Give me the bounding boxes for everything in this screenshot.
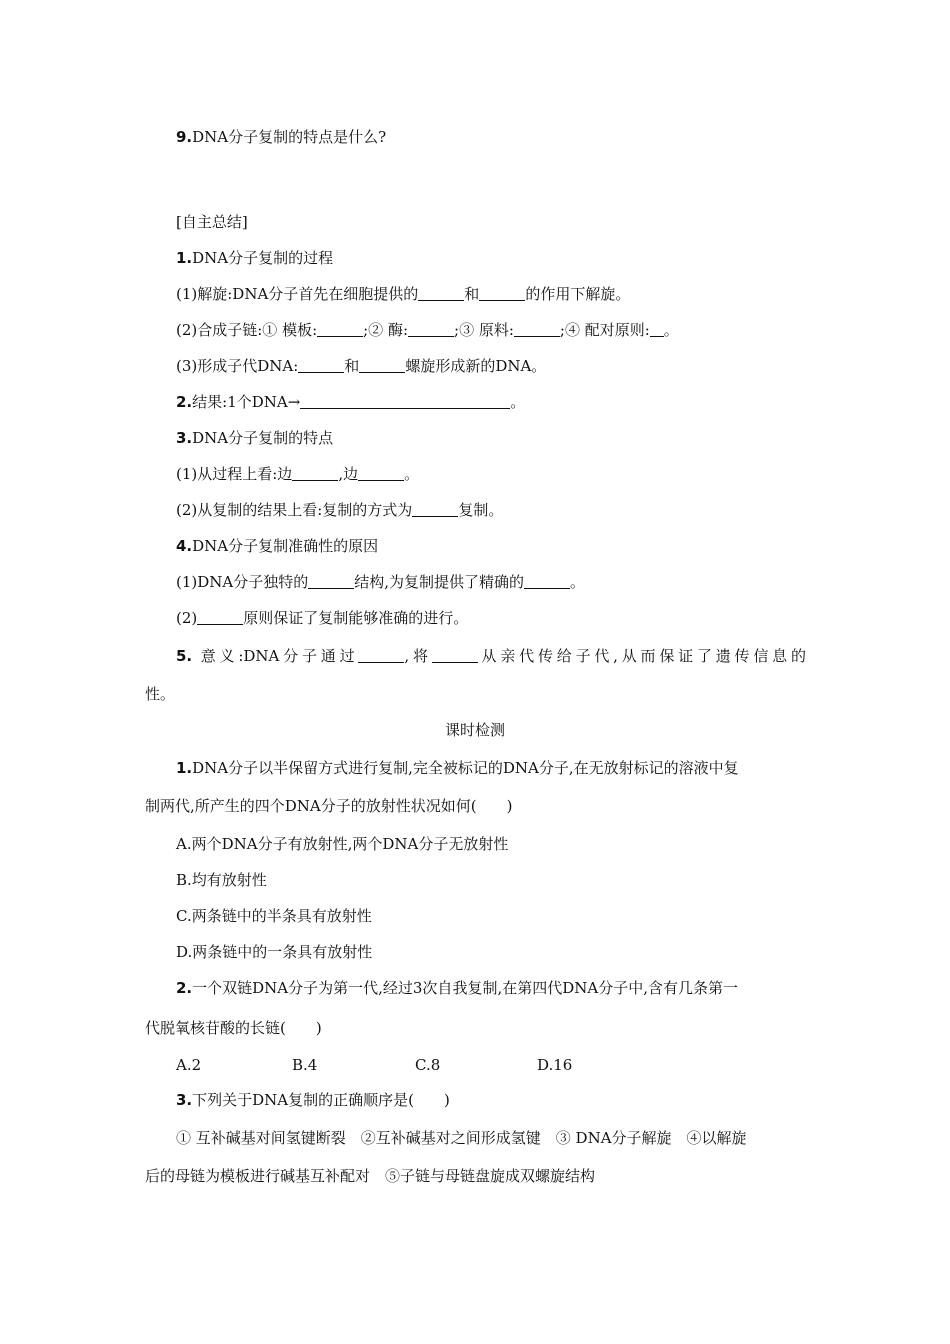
test-q1-option-b: B.均有放射性	[176, 871, 267, 889]
summary-item-4: 4.DNA分子复制准确性的原因	[176, 537, 379, 555]
summary-item-2: 2.结果:1个DNA→ 。	[176, 393, 526, 411]
summary-item-4-1: (1)DNA分子独特的 结构,为复制提供了精确的 。	[176, 573, 586, 591]
fill-blank	[358, 465, 404, 481]
fill-blank	[432, 647, 478, 663]
test-q2-option-a: A.2	[176, 1056, 202, 1074]
summary-item-1: 1.DNA分子复制的过程	[176, 249, 334, 267]
summary-item-3-2: (2)从复制的结果上看:复制的方式为 复制。	[176, 501, 504, 519]
fill-blank	[514, 321, 560, 337]
test-q1-option-d: D.两条链中的一条具有放射性	[176, 943, 373, 961]
fill-blank	[418, 285, 464, 301]
summary-item-3-1: (1)从过程上看:边 ,边 。	[176, 465, 420, 483]
test-q1-option-c: C.两条链中的半条具有放射性	[176, 907, 372, 925]
test-q2-option-c: C.8	[415, 1056, 441, 1074]
fill-blank	[300, 393, 510, 409]
test-q1-option-a: A.两个DNA分子有放射性,两个DNA分子无放射性	[176, 835, 509, 853]
fill-blank	[408, 321, 454, 337]
test-question-1-cont: 制两代,所产生的四个DNA分子的放射性状况如何( )	[145, 797, 513, 815]
fill-blank	[292, 465, 338, 481]
summary-item-5-cont: 性。	[145, 685, 176, 703]
fill-blank	[359, 357, 405, 373]
summary-header: [自主总结]	[176, 213, 248, 231]
test-section-title: 课时检测	[444, 721, 505, 739]
summary-item-1-3: (3)形成子代DNA: 和 螺旋形成新的DNA。	[176, 357, 547, 375]
fill-blank	[524, 573, 570, 589]
test-question-3: 3.下列关于DNA复制的正确顺序是( )	[176, 1091, 450, 1109]
summary-item-5: 5. 意义:DNA分子通过 ,将 从亲代传给子代,从而保证了遗传信息的	[176, 647, 806, 665]
question-9: 9.DNA分子复制的特点是什么?	[176, 128, 387, 146]
test-question-3-items: ① 互补碱基对间氢键断裂 ②互补碱基对之间形成氢键 ③ DNA分子解旋 ④以解旋	[176, 1129, 747, 1147]
test-question-1: 1.DNA分子以半保留方式进行复制,完全被标记的DNA分子,在无放射标记的溶液中复	[176, 759, 739, 777]
test-q2-option-b: B.4	[292, 1056, 318, 1074]
fill-blank	[358, 647, 404, 663]
summary-item-1-2: (2)合成子链:① 模板: ;② 酶: ;③ 原料: ;④ 配对原则: 。	[176, 321, 679, 339]
summary-item-4-2: (2) 原则保证了复制能够准确的进行。	[176, 609, 469, 627]
test-question-2-cont: 代脱氧核苷酸的长链( )	[145, 1019, 322, 1037]
fill-blank	[479, 285, 525, 301]
fill-blank	[412, 501, 458, 517]
test-question-3-items-cont: 后的母链为模板进行碱基互补配对 ⑤子链与母链盘旋成双螺旋结构	[145, 1167, 596, 1185]
test-question-2: 2.一个双链DNA分子为第一代,经过3次自我复制,在第四代DNA分子中,含有几条第一	[176, 979, 738, 997]
test-q2-option-d: D.16	[537, 1056, 573, 1074]
summary-item-1-1: (1)解旋:DNA分子首先在细胞提供的 和 的作用下解旋。	[176, 285, 631, 303]
fill-blank	[298, 357, 344, 373]
fill-blank	[650, 321, 664, 337]
fill-blank	[317, 321, 363, 337]
summary-item-3: 3.DNA分子复制的特点	[176, 429, 334, 447]
fill-blank	[197, 609, 243, 625]
fill-blank	[308, 573, 354, 589]
